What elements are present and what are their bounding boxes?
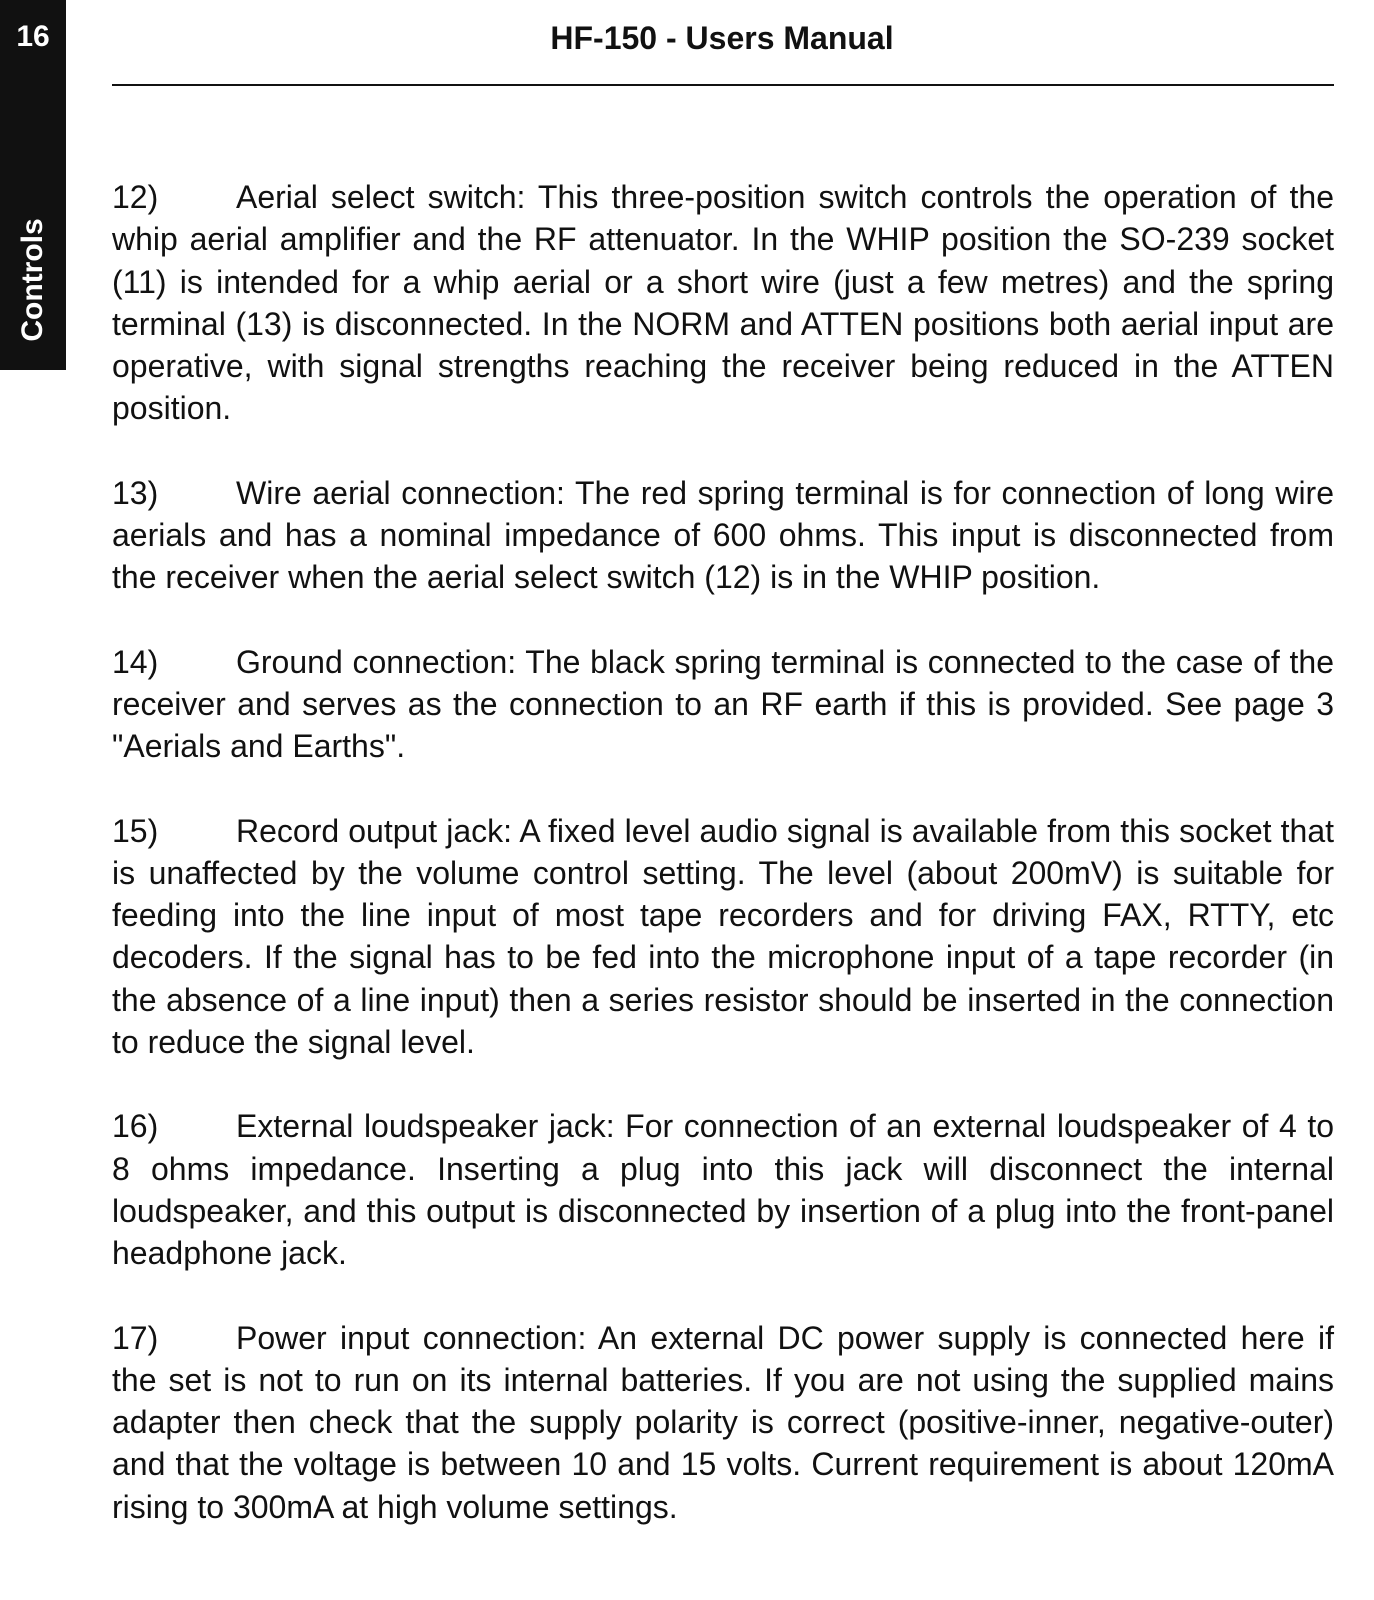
page-number: 16 — [16, 20, 50, 53]
item-text: External loudspeaker jack: For connection of an external loudspeaker of 4 to 8 ohms impedance. Inserting a plug into this jack will disconnect the internal loudspeaker, and this output is disconnected by insertion of a plug into the front-panel headphone jack. — [112, 1108, 1334, 1272]
item-number: 15) — [112, 812, 159, 849]
item-number: 16) — [112, 1108, 159, 1145]
item-number: 14) — [112, 643, 159, 680]
item-text: Aerial select switch: This three-position switch controls the operation of the whip aerial amplifier and the RF attenuator. In the WHIP position the SO-239 socket (11) is intended for a whip aerial or a short wire (just a few metres) and the spring terminal (13) is disconnected. In the NORM and ATTEN positions both aerial input are operative, with signal strengths reaching the receiver being reduced in the ATTEN position. — [112, 179, 1334, 427]
header-divider — [112, 84, 1334, 86]
item-text: Ground connection: The black spring terminal is connected to the case of the receiver and serves as the connection to an RF earth if this is provided. See page 3 "Aerials and Earths". — [112, 643, 1334, 765]
list-item — [112, 1105, 1334, 1274]
item-number: 13) — [112, 474, 159, 511]
side-tab — [0, 0, 66, 370]
manual-body — [112, 176, 1334, 1570]
list-item — [112, 641, 1334, 768]
item-number: 12) — [112, 179, 159, 215]
section-label: Controls — [16, 218, 49, 342]
list-item — [112, 472, 1334, 599]
item-text: Power input connection: An external DC power supply is connected here if the set is not to run on its internal batteries. If you are not using the supplied mains adapter then check that the supply polarity is correct (positive-inner, negative-outer) and that the voltage is between 10 and 15 volts. Current requirement is about 120mA rising to 300mA at high volume settings. — [112, 1319, 1334, 1525]
list-item — [112, 810, 1334, 1064]
page-title: HF-150 - Users Manual — [550, 20, 894, 56]
item-text: Record output jack: A fixed level audio signal is available from this socket that is unaffected by the volume control setting. The level (about 200mV) is suitable for feeding into the line input of most tape recorders and for driving FAX, RTTY, etc decoders. If the signal has to be fed into the microphone input of a tape recorder (in the absence of a line input) then a series resistor should be inserted in the connection to reduce the signal level. — [112, 812, 1334, 1061]
list-item — [112, 1317, 1334, 1528]
item-number: 17) — [112, 1319, 159, 1356]
list-item — [112, 176, 1334, 430]
item-text: Wire aerial connection: The red spring terminal is for connection of long wire aerials and has a nominal impedance of 600 ohms. This input is disconnected from the receiver when the aerial select switch (12) is in the WHIP position. — [112, 474, 1334, 596]
